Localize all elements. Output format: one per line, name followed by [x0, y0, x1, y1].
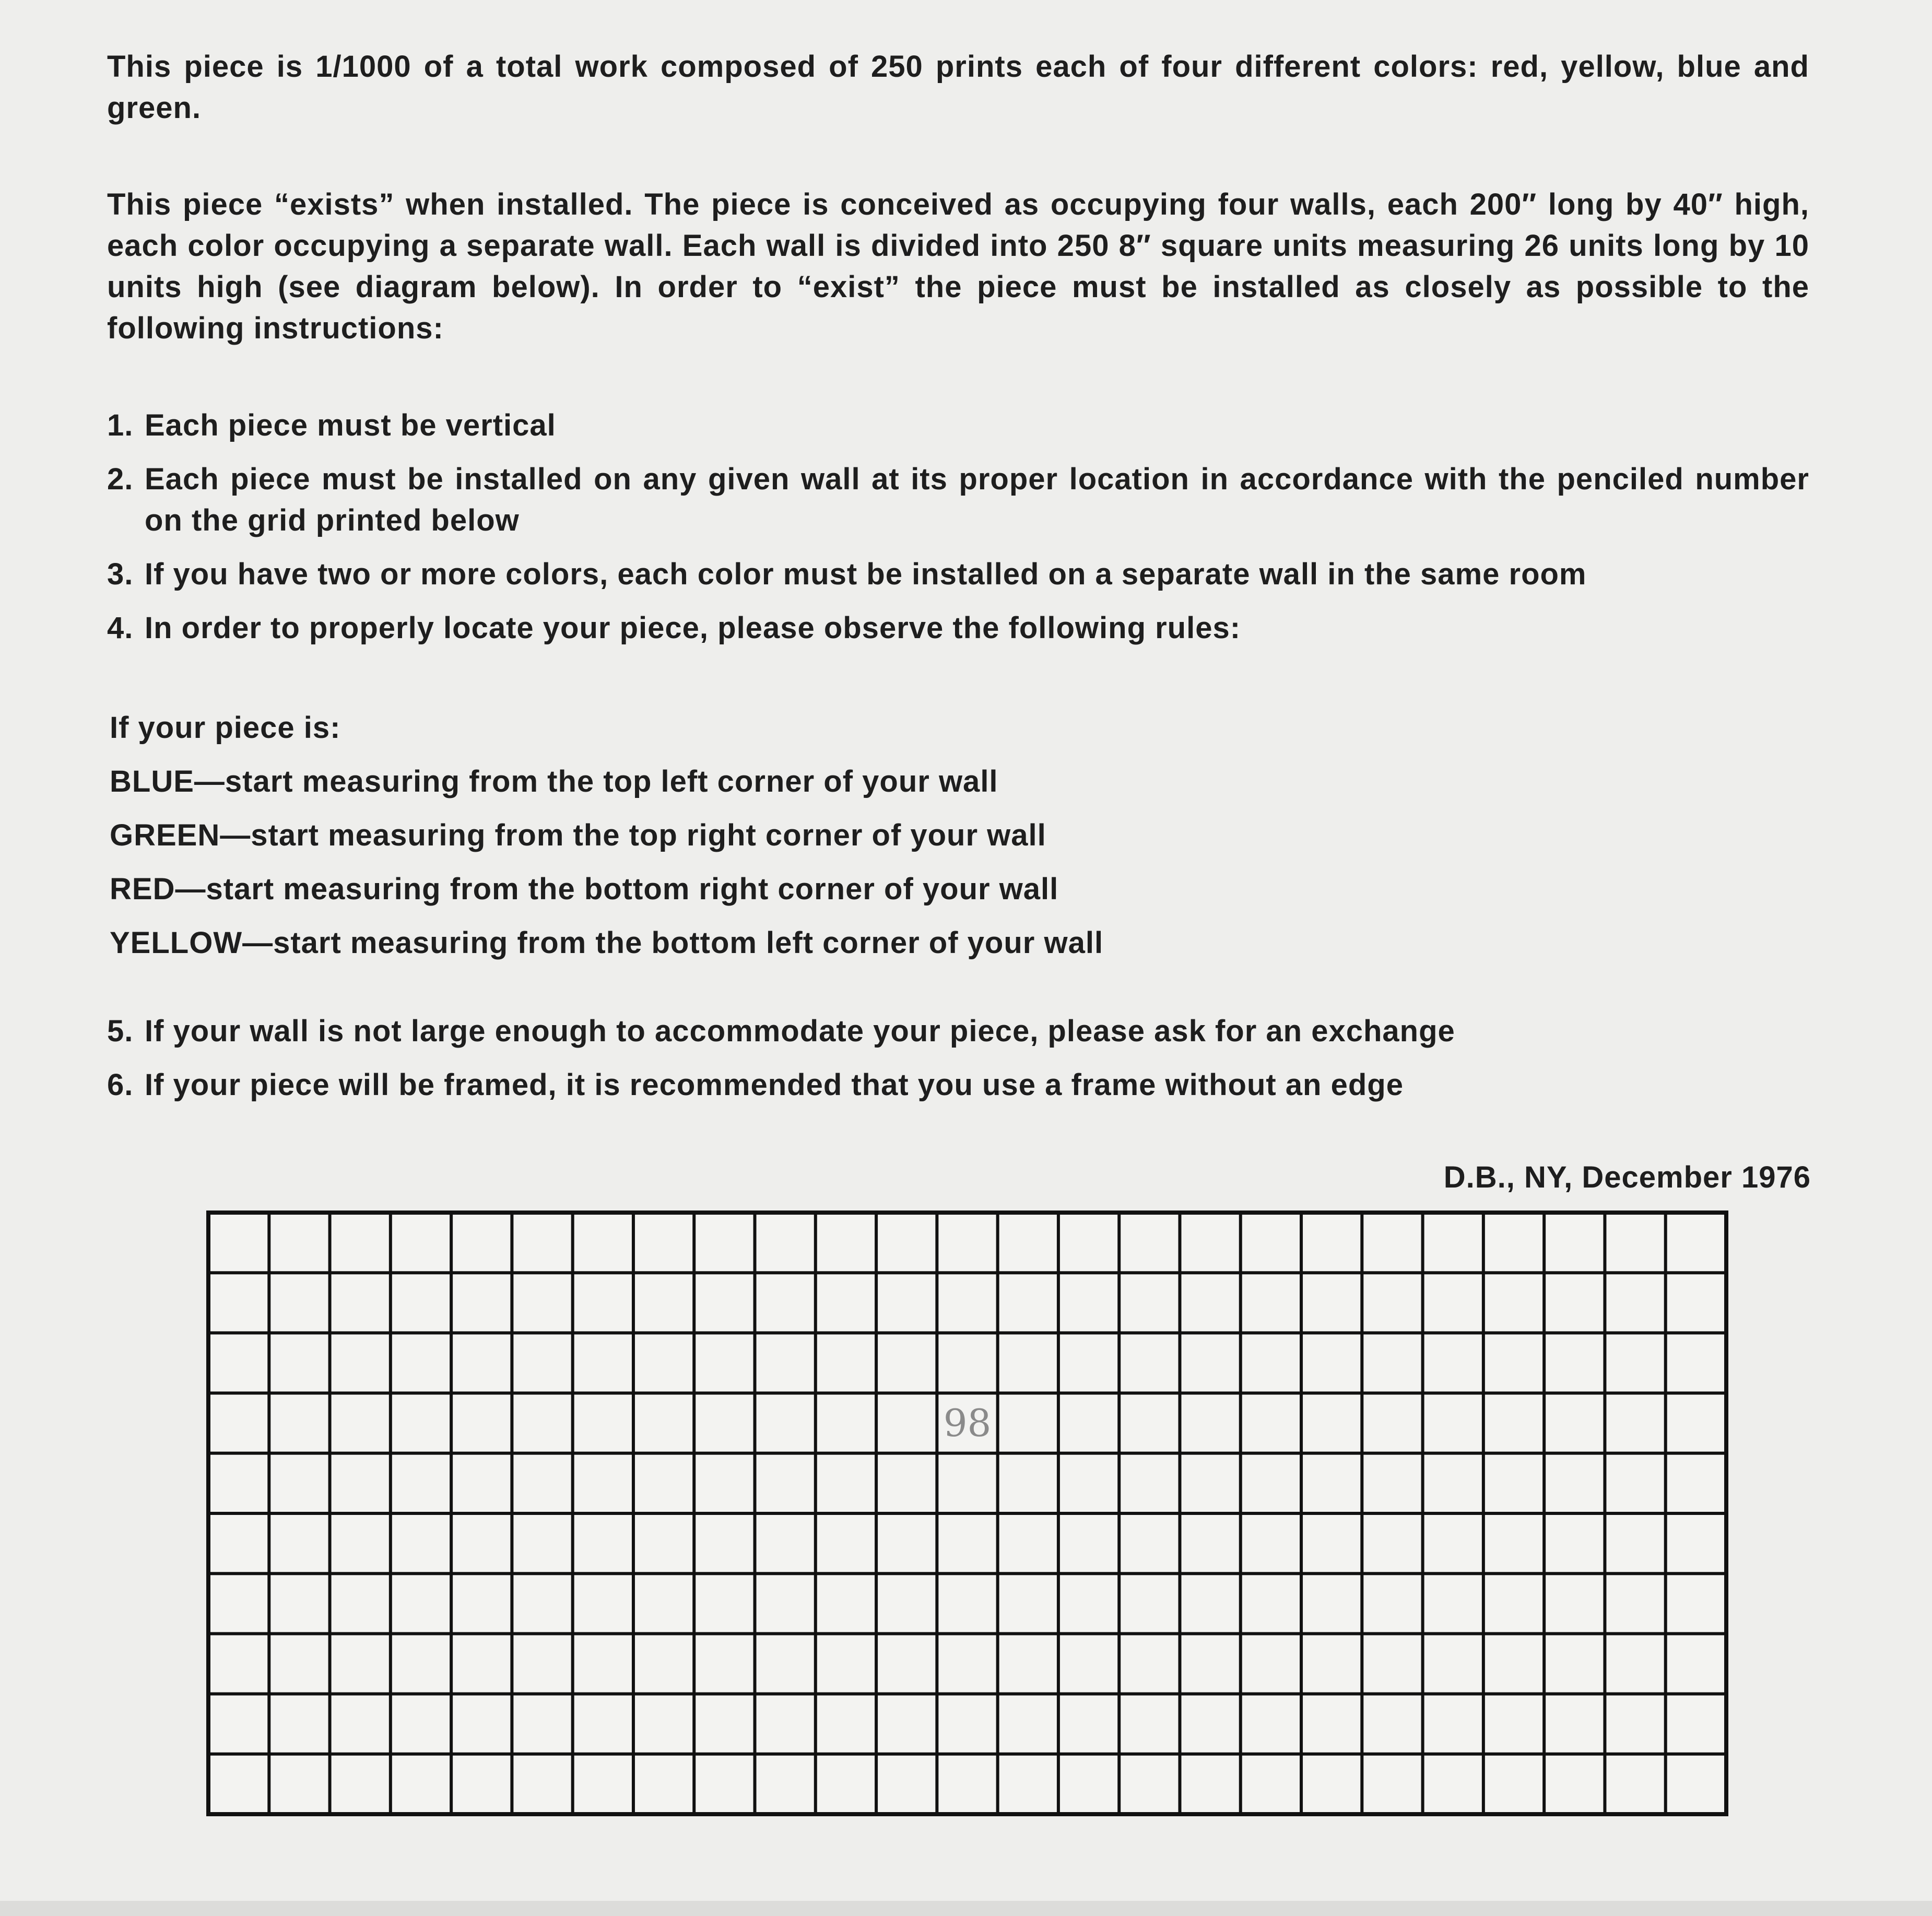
- instruction-item-3: [107, 554, 1809, 595]
- instruction-number: 4.: [107, 611, 134, 645]
- instruction-number: 1.: [107, 408, 134, 442]
- wall-grid-svg: [206, 1210, 1728, 1816]
- intro-paragraph-2: This piece “exists” when installed. The piece is conceived as occupying four walls, each 200″ long by 40″ high, each color occupying a separate wall. Each wall is divided into 250 8″ square units measuring 26 units long by 10 units high (see diagram below). In order to “exist” the piece must be installed as closely as possible to the following instructions:: [107, 187, 1809, 345]
- rules-heading: If your piece is:: [110, 711, 341, 745]
- instruction-text: If your wall is not large enough to accommodate your piece, please ask for an exchange: [145, 1014, 1455, 1048]
- instruction-text: Each piece must be vertical: [145, 408, 556, 442]
- instruction-list: [107, 405, 1809, 661]
- instruction-number: 3.: [107, 557, 134, 591]
- signature-line: D.B., NY, December 1976: [1443, 1160, 1811, 1194]
- intro-paragraph-1: This piece is 1/1000 of a total work composed of 250 prints each of four different colors: red, yellow, blue and green.: [107, 50, 1809, 125]
- instruction-text: If you have two or more colors, each color must be installed on a separate wall in the same room: [145, 557, 1587, 591]
- instruction-list-continued: [107, 1010, 1809, 1118]
- rule-green: GREEN—start measuring from the top right corner of your wall: [110, 818, 1046, 852]
- instruction-item-2: [107, 459, 1809, 541]
- instruction-number: 5.: [107, 1014, 134, 1048]
- instruction-text: Each piece must be installed on any given wall at its proper location in accordance with the penciled number on the grid printed below: [145, 462, 1809, 537]
- penciled-number: 98: [943, 1401, 992, 1445]
- instruction-text: In order to properly locate your piece, please observe the following rules:: [145, 611, 1241, 645]
- rule-red: RED—start measuring from the bottom right corner of your wall: [110, 872, 1059, 906]
- color-rules: [110, 701, 1676, 970]
- rule-yellow: YELLOW—start measuring from the bottom left corner of your wall: [110, 926, 1104, 960]
- instruction-text: If your piece will be framed, it is recommended that you use a frame without an edge: [145, 1068, 1404, 1102]
- instruction-item-6: [107, 1064, 1809, 1106]
- instruction-item-4: [107, 607, 1809, 649]
- instruction-number: 6.: [107, 1068, 134, 1102]
- instruction-number: 2.: [107, 462, 134, 496]
- rule-blue: BLUE—start measuring from the top left corner of your wall: [110, 765, 998, 798]
- instruction-item-1: [107, 405, 1809, 446]
- sheet-bottom-edge: [0, 1901, 1932, 1916]
- wall-grid-diagram: [206, 1210, 1728, 1816]
- instruction-item-5: [107, 1010, 1809, 1052]
